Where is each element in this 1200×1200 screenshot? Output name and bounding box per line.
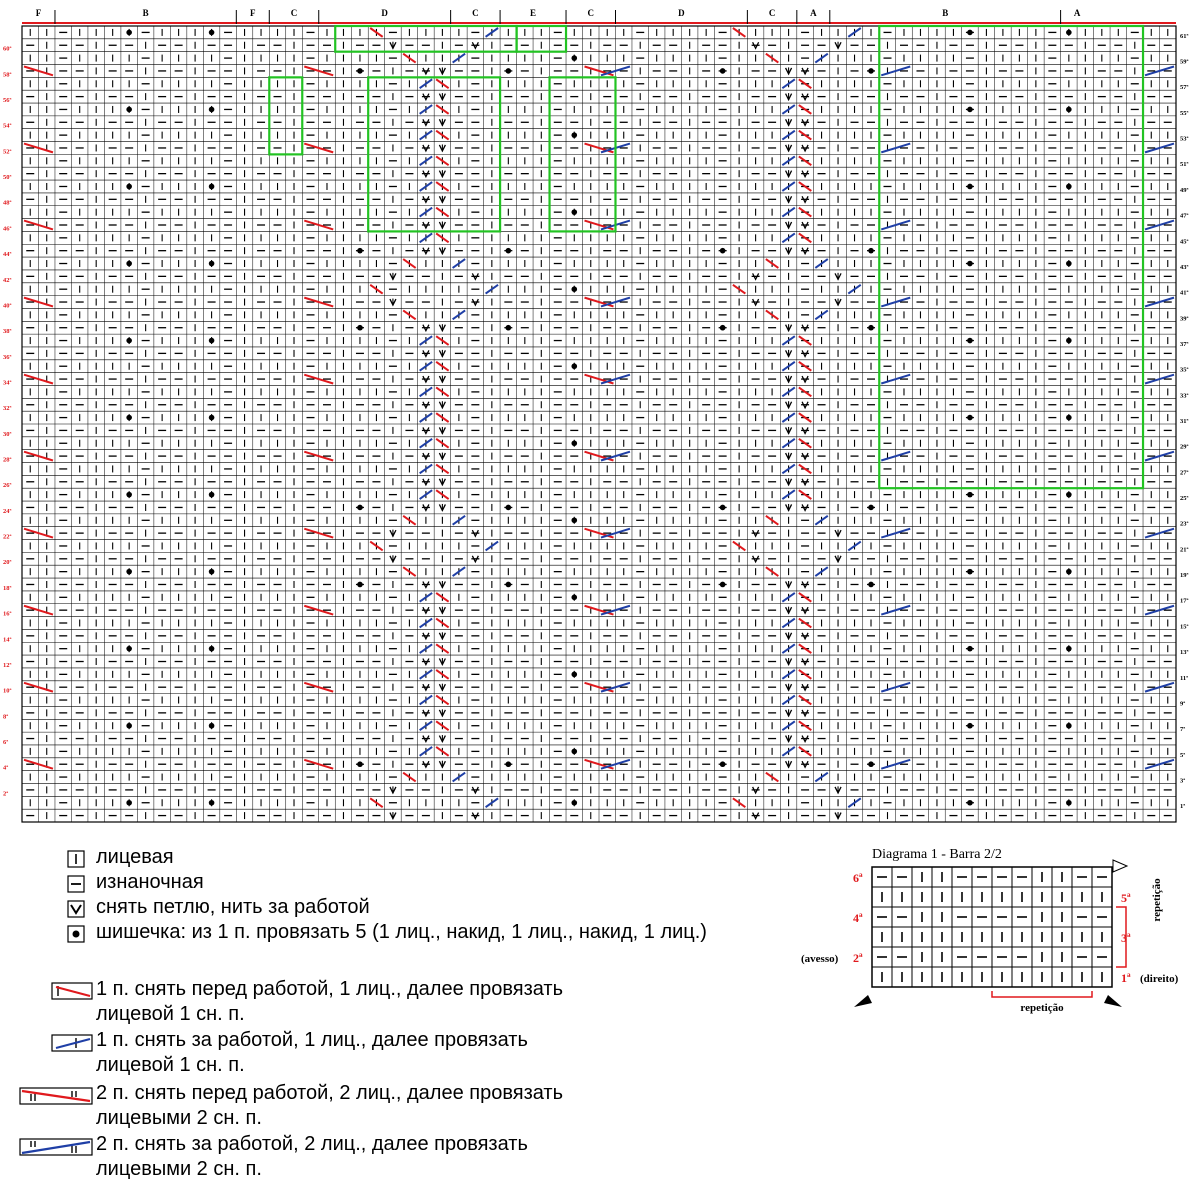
right-row-label: 51ª — [1180, 161, 1189, 169]
left-row-label: 54ª — [3, 122, 12, 130]
bobble-symbol — [868, 325, 874, 331]
bobble-symbol — [571, 517, 577, 523]
bobble-symbol — [209, 646, 215, 652]
right-row-label: 7ª — [1180, 726, 1186, 734]
left-row-label: 16ª — [3, 610, 12, 618]
section-letter: E — [530, 8, 537, 18]
bobble-symbol — [967, 261, 973, 267]
bobble-symbol — [571, 440, 577, 446]
left-row-label: 6ª — [3, 738, 9, 746]
bobble-symbol — [506, 505, 512, 511]
section-letter: A — [1073, 8, 1081, 18]
left-row-label: 38ª — [3, 328, 12, 336]
bobble-symbol — [209, 723, 215, 729]
right-row-label: 49ª — [1180, 186, 1189, 194]
bobble-symbol — [209, 184, 215, 190]
left-row-label: 56ª — [3, 97, 12, 105]
bobble-symbol — [720, 325, 726, 331]
bobble-symbol — [126, 800, 132, 806]
left-row-label: 14ª — [3, 636, 12, 644]
bobble-symbol — [357, 505, 363, 511]
bobble-symbol — [571, 132, 577, 138]
section-letter: B — [142, 8, 149, 18]
right-row-label: 3ª — [1180, 777, 1186, 785]
right-row-label: 25ª — [1180, 495, 1189, 503]
left-row-label: 52ª — [3, 148, 12, 156]
bobble-symbol — [126, 569, 132, 575]
bobble-symbol — [967, 492, 973, 498]
bobble-symbol — [1066, 723, 1072, 729]
bobble-symbol — [967, 184, 973, 190]
bobble-symbol — [868, 248, 874, 254]
bobble-symbol — [571, 363, 577, 369]
bobble-symbol — [868, 68, 874, 74]
bobble-symbol — [209, 800, 215, 806]
bobble-symbol — [506, 325, 512, 331]
bobble-symbol — [720, 582, 726, 588]
right-row-label: 33ª — [1180, 392, 1189, 400]
bobble-symbol — [126, 184, 132, 190]
bobble-symbol — [1066, 261, 1072, 267]
bobble-symbol — [571, 749, 577, 755]
bobble-symbol — [1066, 800, 1072, 806]
right-row-label: 5ª — [1180, 751, 1186, 759]
bobble-symbol — [967, 723, 973, 729]
left-row-label: 10ª — [3, 687, 12, 695]
bobble-symbol — [209, 415, 215, 421]
left-row-label: 36ª — [3, 353, 12, 361]
bobble-symbol — [967, 800, 973, 806]
section-letter: C — [472, 8, 479, 18]
bobble-symbol — [1066, 107, 1072, 113]
left-row-label: 50ª — [3, 174, 12, 182]
right-row-label: 19ª — [1180, 572, 1189, 580]
mini-title: Diagrama 1 - Barra 2/2 — [872, 847, 1002, 862]
bobble-symbol — [126, 415, 132, 421]
left-row-label: 2ª — [3, 790, 9, 798]
left-row-label: 24ª — [3, 507, 12, 515]
bobble-symbol — [506, 248, 512, 254]
bobble-symbol — [967, 30, 973, 36]
bobble-symbol — [1066, 415, 1072, 421]
bobble-symbol — [209, 107, 215, 113]
left-row-label: 20ª — [3, 559, 12, 567]
bobble-symbol — [1066, 646, 1072, 652]
bobble-symbol — [967, 415, 973, 421]
bobble-symbol — [1066, 184, 1072, 190]
right-row-label: 59ª — [1180, 58, 1189, 66]
section-letter: A — [810, 8, 817, 18]
bobble-symbol — [126, 338, 132, 344]
right-row-label: 53ª — [1180, 135, 1189, 143]
section-letter: F — [250, 8, 256, 18]
section-letter: D — [678, 8, 685, 18]
bobble-symbol — [868, 761, 874, 767]
right-row-label: 61ª — [1180, 32, 1189, 40]
bobble-symbol — [571, 55, 577, 61]
right-row-label: 11ª — [1180, 674, 1189, 682]
bobble-symbol — [571, 286, 577, 292]
bobble-symbol — [126, 107, 132, 113]
right-row-label: 47ª — [1180, 212, 1189, 220]
bobble-symbol — [720, 248, 726, 254]
right-row-label: 37ª — [1180, 340, 1189, 348]
bobble-symbol — [506, 68, 512, 74]
section-header — [22, 8, 1176, 24]
right-row-label: 17ª — [1180, 597, 1189, 605]
mini-chart — [801, 847, 1179, 1014]
bobble-symbol — [1066, 492, 1072, 498]
right-row-label: 31ª — [1180, 418, 1189, 425]
right-row-label: 45ª — [1180, 238, 1189, 246]
bobble-symbol — [571, 595, 577, 601]
bobble-symbol — [357, 582, 363, 588]
right-row-label: 35ª — [1180, 366, 1189, 374]
section-letter: C — [768, 8, 776, 18]
right-row-label: 57ª — [1180, 84, 1189, 92]
left-row-label: 44ª — [3, 251, 12, 259]
left-row-label: 32ª — [3, 405, 12, 413]
bobble-symbol — [720, 505, 726, 511]
bobble-symbol — [967, 107, 973, 113]
bobble-symbol — [209, 261, 215, 267]
section-letter: F — [35, 8, 42, 18]
right-row-label: 13ª — [1180, 649, 1189, 657]
left-row-label: 60ª — [3, 45, 12, 53]
section-letter: D — [381, 8, 388, 18]
bobble-symbol — [126, 261, 132, 267]
bobble-symbol — [967, 646, 973, 652]
bobble-symbol — [126, 30, 132, 36]
bobble-symbol — [868, 505, 874, 511]
left-row-label: 58ª — [3, 71, 12, 79]
right-row-label: 39ª — [1180, 315, 1189, 323]
bobble-symbol — [126, 723, 132, 729]
bobble-symbol — [126, 492, 132, 498]
left-row-label: 42ª — [3, 276, 12, 284]
bobble-symbol — [720, 68, 726, 74]
bobble-symbol — [720, 761, 726, 767]
bobble-symbol — [357, 761, 363, 767]
left-row-label: 4ª — [3, 764, 9, 772]
right-row-label: 23ª — [1180, 520, 1189, 528]
bobble-symbol — [209, 569, 215, 575]
bobble-symbol — [571, 672, 577, 678]
right-row-label: 9ª — [1180, 700, 1186, 708]
bobble-symbol — [506, 761, 512, 767]
bobble-symbol — [357, 68, 363, 74]
bobble-symbol — [126, 646, 132, 652]
bobble-symbol — [1066, 30, 1072, 36]
bobble-symbol — [357, 325, 363, 331]
right-row-label: 21ª — [1180, 546, 1189, 554]
left-row-label: 40ª — [3, 302, 12, 310]
left-row-label: 28ª — [3, 456, 12, 464]
left-row-label: 48ª — [3, 199, 12, 207]
bobble-symbol — [571, 800, 577, 806]
bobble-symbol — [1066, 338, 1072, 344]
bobble-symbol — [1066, 569, 1072, 575]
left-row-label: 30ª — [3, 430, 12, 438]
bobble-symbol — [209, 30, 215, 36]
bobble-symbol — [967, 338, 973, 344]
bobble-symbol — [868, 582, 874, 588]
right-row-label: 41ª — [1180, 289, 1189, 297]
bobble-symbol — [571, 209, 577, 215]
bobble-symbol — [357, 248, 363, 254]
bobble-symbol — [506, 582, 512, 588]
left-row-label: 26ª — [3, 482, 12, 490]
bobble-symbol — [209, 492, 215, 498]
left-row-label: 12ª — [3, 661, 12, 669]
right-row-label: 43ª — [1180, 263, 1189, 271]
right-row-label: 55ª — [1180, 109, 1189, 117]
left-row-label: 46ª — [3, 225, 12, 233]
left-row-label: 34ª — [3, 379, 12, 387]
right-row-label: 29ª — [1180, 443, 1189, 451]
bobble-symbol — [209, 338, 215, 344]
right-row-label: 1ª — [1180, 803, 1186, 811]
left-row-label: 18ª — [3, 584, 12, 592]
bobble-symbol — [967, 569, 973, 575]
right-row-label: 27ª — [1180, 469, 1189, 477]
section-letter: B — [942, 8, 949, 18]
section-letter: C — [290, 8, 298, 18]
section-letter: C — [587, 8, 595, 18]
right-row-label: 15ª — [1180, 623, 1189, 631]
left-row-label: 8ª — [3, 713, 9, 721]
left-row-label: 22ª — [3, 533, 12, 541]
